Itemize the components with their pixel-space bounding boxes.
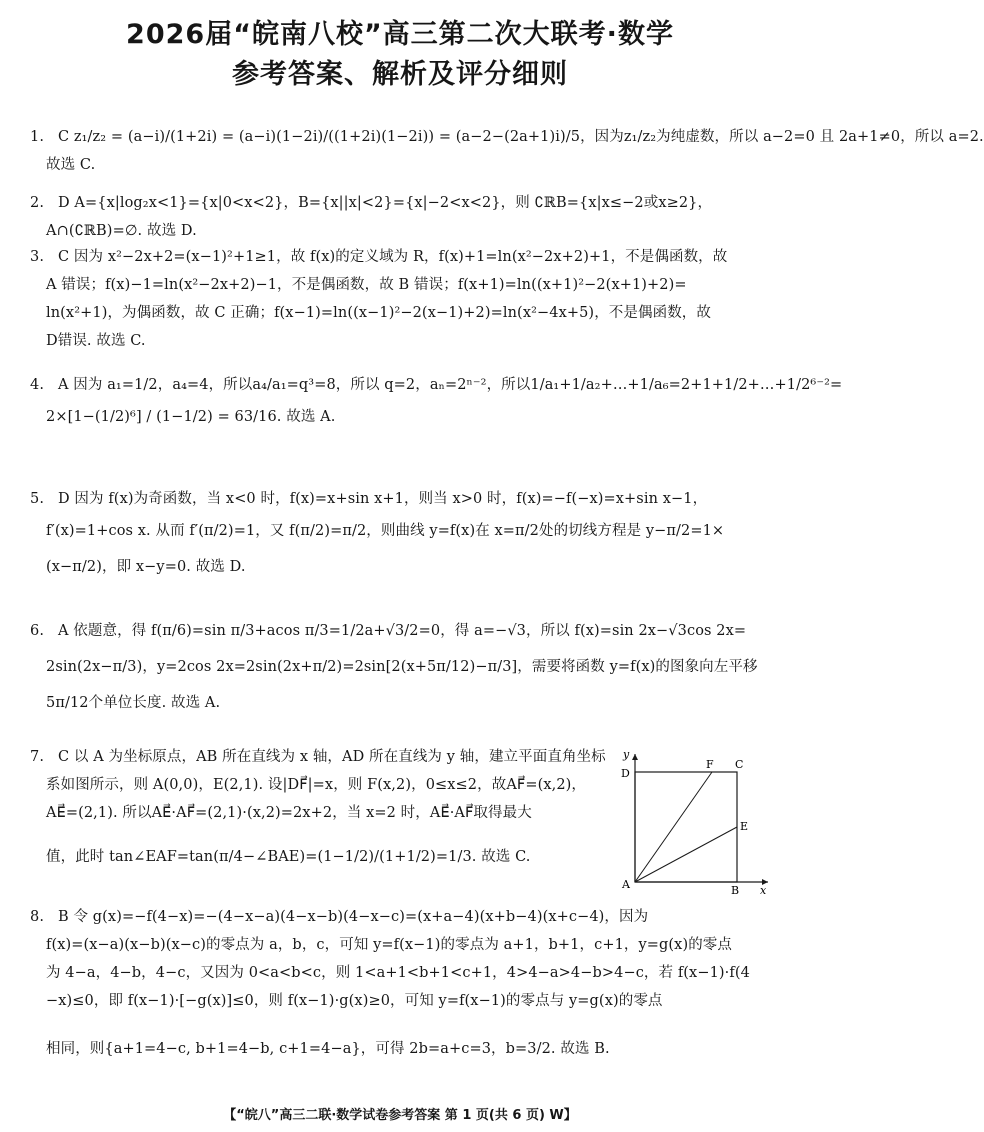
answer-4-line-2: 2×[1−(1/2)⁶] / (1−1/2) = 63/16. 故选 A.: [46, 409, 336, 425]
answer-3-line-4: D错误. 故选 C.: [46, 333, 146, 349]
answer-3-line-3: ln(x²+1)，为偶函数，故 C 正确；f(x−1)=ln((x−1)²−2(x−1)+2)=ln(x²−4x+5)，不是偶函数，故: [46, 305, 711, 321]
label-b: B: [731, 884, 740, 897]
square-abcd: [635, 772, 737, 882]
answer-5-line-1: 5. D 因为 f(x)为奇函数，当 x<0 时，f(x)=x+sin x+1，则当 x>0 时，f(x)=−f(−x)=x+sin x−1，: [30, 491, 708, 507]
answer-1-line-1: 1. C z₁/z₂ = (a−i)/(1+2i) = (a−i)(1−2i)/((1+2i)(1−2i)) = (a−2−(2a+1)i)/5，因为z₁/z₂为纯虚数，所以 a−2=0 且 2a+1≠0，所以 a=2.: [30, 129, 984, 145]
label-d: D: [621, 767, 630, 780]
answer-8-line-4: −x)≤0，即 f(x−1)·[−g(x)]≤0，则 f(x−1)·g(x)≥0，可知 y=f(x−1)的零点与 y=g(x)的零点: [46, 993, 663, 1009]
geometry-figure: [620, 748, 770, 897]
answer-5: [30, 490, 778, 586]
label-x: x: [760, 884, 767, 897]
answer-5-line-3: (x−π/2)，即 x−y=0. 故选 D.: [46, 559, 246, 575]
label-y: y: [623, 748, 630, 761]
answer-3-line-2: A 错误；f(x)−1=ln(x²−2x+2)−1，不是偶函数，故 B 错误；f(x+1)=ln((x+1)²−2(x+1)+2)=: [46, 277, 687, 293]
segment-ae: [635, 827, 737, 882]
answer-8-line-5: 相同，则{a+1=4−c, b+1=4−b, c+1=4−a}，可得 2b=a+c=3，b=3/2. 故选 B.: [46, 1041, 610, 1057]
label-c: C: [735, 758, 744, 771]
answer-3: [30, 248, 778, 360]
label-a: A: [622, 878, 630, 891]
answer-6-line-3: 5π/12个单位长度. 故选 A.: [46, 695, 221, 711]
page-title: 2026届“皖南八校”高三第二次大联考·数学: [126, 19, 674, 50]
answer-7-line-3: AE⃗=(2,1). 所以AE⃗·AF⃗=(2,1)·(x,2)=2x+2，当 x=2 时，AE⃗·AF⃗取得最大: [46, 805, 532, 821]
y-axis-arrow: [632, 754, 638, 760]
answer-1: [30, 128, 984, 184]
page-subtitle: 参考答案、解析及评分细则: [232, 59, 568, 90]
answer-8-line-2: f(x)=(x−a)(x−b)(x−c)的零点为 a，b，c，可知 y=f(x−1)的零点为 a+1，b+1，c+1，y=g(x)的零点: [46, 937, 733, 953]
answer-7-line-2: 系如图所示，则 A(0,0)，E(2,1). 设|DF⃗|=x，则 F(x,2)，0≤x≤2，故AF⃗=(x,2)，: [46, 777, 587, 793]
label-f: F: [706, 758, 714, 771]
answer-5-line-2: f′(x)=1+cos x. 从而 f′(π/2)=1，又 f(π/2)=π/2，则曲线 y=f(x)在 x=π/2处的切线方程是 y−π/2=1×: [46, 523, 725, 539]
answer-6-line-1: 6. A 依题意，得 f(π/6)=sin π/3+acos π/3=1/2a+√3/2=0，得 a=−√3，所以 f(x)=sin 2x−√3cos 2x=: [30, 623, 747, 639]
answer-2-line-1: 2. D A={x|log₂x<1}={x|0<x<2}，B={x||x|<2}={x|−2<x<2}，则 ∁ℝB={x|x≤−2或x≥2}，: [30, 195, 713, 211]
answer-6-line-2: 2sin(2x−π/3)，y=2cos 2x=2sin(2x+π/2)=2sin[2(x+5π/12)−π/3]，需要将函数 y=f(x)的图象向左平移: [46, 659, 758, 675]
answer-4: [30, 376, 843, 436]
answer-6: [30, 622, 778, 722]
answer-2: [30, 194, 778, 250]
segment-af: [635, 772, 712, 882]
answer-8: [30, 908, 778, 1068]
answer-8-line-3: 为 4−a，4−b，4−c，又因为 0<a<b<c，则 1<a+1<b+1<c+1，4>4−a>4−b>4−c，若 f(x−1)·f(4: [46, 965, 750, 981]
answer-1-line-2: 故选 C.: [46, 157, 96, 173]
answer-2-line-2: A∩(∁ℝB)=∅. 故选 D.: [46, 223, 197, 239]
answer-4-line-1: 4. A 因为 a₁=1/2，a₄=4，所以a₄/a₁=q³=8，所以 q=2，aₙ=2ⁿ⁻²，所以1/a₁+1/a₂+…+1/a₆=2+1+1/2+…+1/2⁶⁻²=: [30, 377, 843, 393]
answer-8-line-1: 8. B 令 g(x)=−f(4−x)=−(4−x−a)(4−x−b)(4−x−c)=(x+a−4)(x+b−4)(x+c−4)，因为: [30, 909, 649, 925]
answer-7-line-1: 7. C 以 A 为坐标原点，AB 所在直线为 x 轴，AD 所在直线为 y 轴，建立平面直角坐标: [30, 749, 606, 765]
page-footer: 【“皖八”高三二联·数学试卷参考答案 第 1 页(共 6 页) W】: [223, 1108, 577, 1123]
label-e: E: [740, 820, 749, 833]
answer-3-line-1: 3. C 因为 x²−2x+2=(x−1)²+1≥1，故 f(x)的定义域为 R，f(x)+1=ln(x²−2x+2)+1，不是偶函数，故: [30, 249, 728, 265]
answer-7-line-4: 值，此时 tan∠EAF=tan(π/4−∠BAE)=(1−1/2)/(1+1/2)=1/3. 故选 C.: [46, 849, 531, 865]
